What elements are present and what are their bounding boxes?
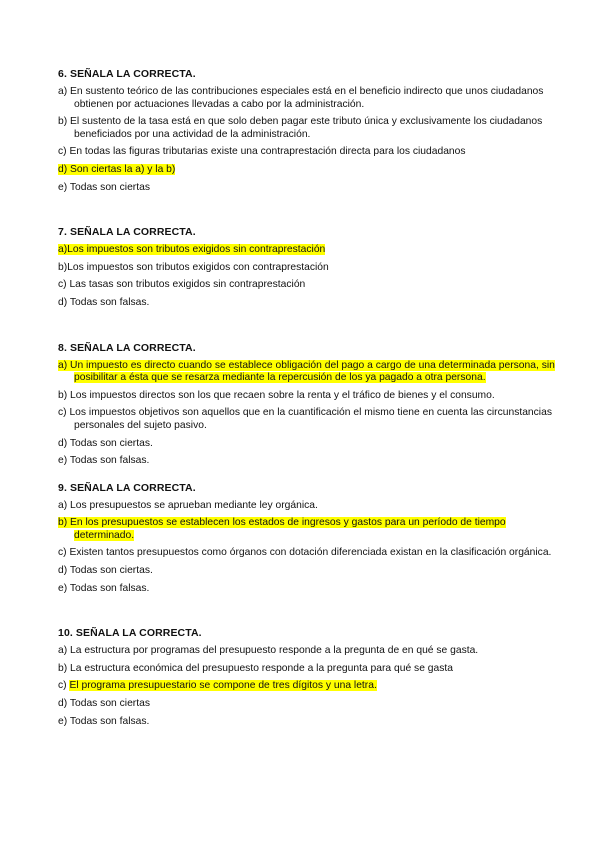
question-title: 6. SEÑALA LA CORRECTA.: [58, 68, 196, 80]
option-text: En todas las figuras tributarias existe una contraprestación directa para los ciudadanos: [69, 146, 466, 158]
option-d: [58, 438, 560, 451]
question-title: 10. SEÑALA LA CORRECTA.: [58, 627, 202, 640]
question-8: [58, 342, 560, 468]
option-prefix: d): [58, 163, 71, 175]
option-prefix: a): [58, 499, 71, 511]
option-text: El sustento de la tasa está en que solo deben pagar este tributo única y exclusivamente los ciudadanos beneficiados por una actividad de la administración.: [70, 116, 543, 140]
option-text: Todas son falsas.: [69, 582, 150, 594]
option-d-highlighted: [58, 164, 560, 177]
option-e: [58, 182, 560, 195]
option-text: Los impuestos objetivos son aquellos que en la cuantificación el mismo tiene en cuenta las circunstancias personales del sujeto pasivo.: [69, 407, 552, 431]
option-prefix: c): [58, 547, 70, 559]
option-a: [58, 86, 560, 111]
option-c-highlighted: [58, 680, 560, 693]
option-prefix: a): [58, 86, 71, 97]
option-d: [58, 297, 560, 310]
option-c: [58, 146, 560, 159]
question-9: [58, 482, 560, 596]
option-prefix: e): [58, 455, 70, 467]
option-prefix: c): [58, 279, 70, 291]
question-10: [58, 627, 560, 728]
option-b: [58, 116, 560, 141]
question-title: 9. SEÑALA LA CORRECTA.: [58, 481, 196, 494]
option-prefix: b): [58, 662, 71, 674]
option-prefix: d): [58, 296, 70, 308]
option-a: [58, 500, 560, 513]
option-e: [58, 716, 560, 729]
option-c: [58, 407, 560, 432]
question-7: [58, 226, 560, 309]
option-a-highlighted: [58, 360, 560, 385]
option-b: [58, 663, 560, 676]
option-prefix: d): [58, 565, 70, 577]
highlighted-answer: [58, 164, 175, 175]
option-text: En sustento teórico de las contribuciones especiales está en el beneficio indirecto que unos ciudadanos obtienen por actuaciones llevadas a cabo por la administración.: [70, 86, 544, 110]
option-e: [58, 583, 560, 596]
highlighted-answer: [58, 244, 325, 255]
option-prefix: b): [58, 261, 68, 273]
option-text: Los presupuestos se aprueban mediante ley orgánica.: [70, 499, 318, 511]
option-text: La estructura por programas del presupuesto responde a la pregunta de en qué se gasta.: [70, 645, 479, 657]
option-a-highlighted: [58, 244, 560, 257]
question-title: 7. SEÑALA LA CORRECTA.: [58, 226, 196, 239]
option-c: [58, 547, 560, 560]
option-prefix: d): [58, 698, 70, 710]
option-b: [58, 262, 560, 275]
option-prefix: b): [58, 116, 71, 128]
highlighted-answer: [58, 360, 555, 384]
option-text: La estructura económica del presupuesto responde a la pregunta para qué se gasta: [70, 662, 453, 674]
option-text: Todas son ciertas: [69, 698, 150, 710]
option-text: Todas son falsas.: [69, 715, 150, 727]
option-text: Todas son falsas.: [69, 455, 150, 467]
option-text: Todas son ciertas.: [69, 565, 153, 577]
option-a: [58, 645, 560, 658]
option-text: Son ciertas la a) y la b): [70, 163, 176, 175]
option-prefix: b): [58, 389, 71, 401]
option-text: Los impuestos son tributos exigidos sin contraprestación: [67, 244, 326, 256]
option-prefix: e): [58, 181, 70, 193]
option-prefix: d): [58, 437, 70, 449]
option-d: [58, 698, 560, 711]
option-prefix: a): [58, 645, 71, 657]
option-text: Las tasas son tributos exigidos sin contraprestación: [69, 279, 306, 291]
option-e: [58, 455, 560, 468]
option-prefix: b): [58, 517, 71, 529]
option-text: Existen tantos presupuestos como órganos con dotación diferenciada existan en la clasificación orgánica.: [69, 547, 552, 559]
option-prefix: a): [58, 359, 71, 371]
option-text: Los impuestos son tributos exigidos con contraprestación: [67, 261, 329, 273]
option-text: Todas son falsas.: [69, 296, 150, 308]
option-prefix: c): [58, 407, 70, 419]
question-6: [58, 68, 560, 194]
option-prefix: c): [58, 146, 70, 158]
option-prefix: e): [58, 582, 70, 594]
option-prefix: c): [58, 680, 70, 692]
option-text: En los presupuestos se establecen los estados de ingresos y gastos para un período de tiempo determinado.: [70, 517, 506, 541]
option-prefix: e): [58, 715, 70, 727]
option-d: [58, 565, 560, 578]
option-c: [58, 279, 560, 292]
option-text: Todas son ciertas: [69, 181, 150, 193]
option-text: Un impuesto es directo cuando se establece obligación del pago a cargo de una determinada persona, sin posibilitar a ésta que se resarza mediante la repercusión de los ya pagado a otra persona.: [70, 359, 555, 384]
option-text: Todas son ciertas.: [69, 437, 153, 449]
highlighted-answer: [58, 517, 506, 541]
option-b: [58, 390, 560, 403]
option-text: Los impuestos directos son los que recaen sobre la renta y el tráfico de bienes y el consumo.: [70, 389, 495, 401]
highlighted-answer: El programa presupuestario se compone de tres dígitos y una letra.: [69, 680, 377, 692]
option-prefix: a): [58, 244, 68, 256]
question-title: 8. SEÑALA LA CORRECTA.: [58, 341, 196, 354]
option-b-highlighted: [58, 517, 560, 542]
